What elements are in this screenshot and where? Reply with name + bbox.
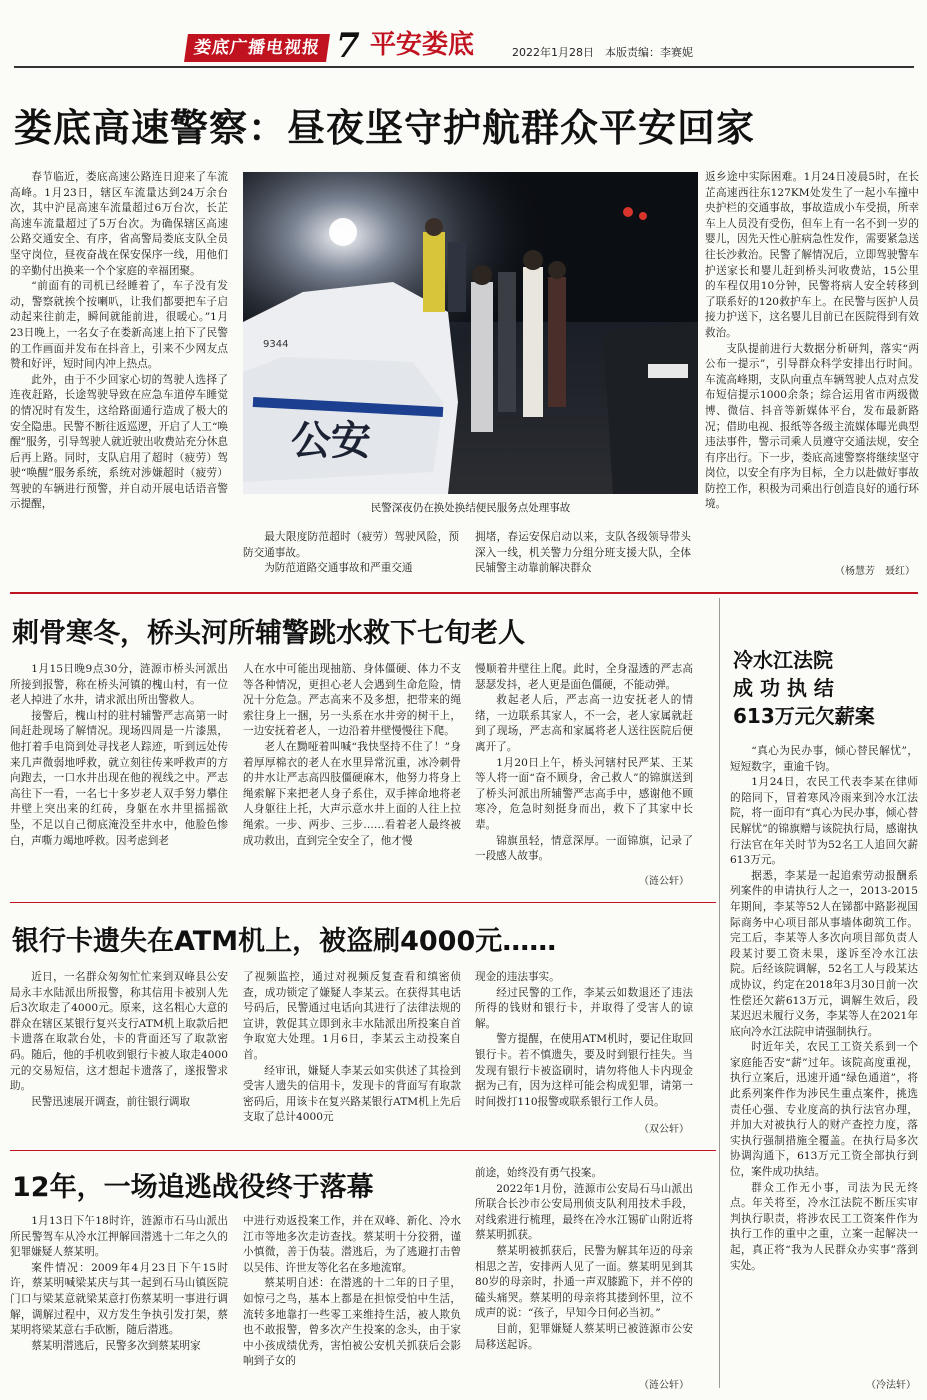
paragraph: 前途，始终没有勇气投案。 [475, 1167, 603, 1179]
article4-col2 [243, 1214, 461, 1392]
paragraph: 1月15日晚9点30分，涟源市桥头河派出所接到报警，称在桥头河镇的槐山村，有一位老人掉进了水井，请求派出所出警救人。 [10, 663, 228, 707]
paragraph: 支队提前进行大数据分析研判，落实“两公布一提示”，引导群众科学安排出行时间。车流高峰期，支队向重点车辆驾驶人点对点发布短信提示1000余条；综合运用省市两级微博、微信、抖音等新媒体平台，发布最新路况；借助电视、报纸等各级主流媒体曝光典型违法事件，警示司乘人员遵守交通法规，安全有序出行。下一步，娄底高速警察将继续坚守岗位，以安全有序为目标，全力以赴做好事故防控工作，积极为司乘出行创造良好的通行环境。 [705, 342, 919, 511]
newspaper-brand: 娄底广播电视报 [184, 34, 330, 62]
article2-col2 [243, 662, 461, 892]
paragraph: 了视频监控，通过对视频反复查看和缜密侦查，成功锁定了嫌疑人李某云。在获得其电话号码后，民警通过电话向其进行了法律法规的宣讲，敦促其立即到永丰水陆派出所投案自首争取宽大处理。1月6日，李某云主动投案自首。 [243, 971, 461, 1061]
section-rule [10, 1150, 716, 1151]
paragraph: 慢顺着井壁往上爬。此时，全身湿透的严志高瑟瑟发抖，老人更是面色僵硬，不能动弹。 [475, 663, 693, 691]
article2-headline: 刺骨寒冬，桥头河所辅警跳水救下七旬老人 [12, 618, 525, 649]
article1-col4 [705, 170, 919, 562]
police-car-text: 公安 [291, 418, 371, 464]
masthead-rule [14, 66, 914, 68]
article3-col2 [243, 970, 461, 1140]
paragraph: 案件情况：2009年4月23日下午15时许，蔡某明喊梁某庆与其一起到石马山镇医院门口与梁某意就梁某意打伤蔡某明一事进行调解，调解过程中，双方发生争执引发打架，蔡某明将梁某意右手砍断，随后潜逃。 [10, 1261, 228, 1337]
paragraph: 据悉，李某是一起追索劳动报酬系列案件的申请执行人之一，2013-2015年期间，李某等52人在锑都中路影视国际商务中心项目部从事墙体砌筑工作。完工后，李某等人多次向项目部负责人段某讨要工资未果，遂诉至冷水江法院。后经该院调解，52名工人与段某达成协议，约定在2018年3月30日前一次性偿还欠薪613万元，调解生效后，段某迟迟未履行义务，李某等人在2021年底向冷水江法院申请强制执行。 [730, 869, 918, 1038]
article2-byline: （涟公轩） [639, 876, 689, 887]
sidebar-body [730, 744, 918, 1374]
news-photo [243, 172, 698, 494]
sidebar-headline-line: 冷水江法院 [733, 648, 833, 672]
article4-col3 [475, 1166, 693, 1376]
paragraph: 1月13日下午18时许，涟源市石马山派出所民警驾车从冷水江押解回潜逃十二年之久的犯罪嫌疑人蔡某明。 [10, 1215, 228, 1259]
paragraph: 1月20日上午，桥头河辖村民严某、王某等人将一面“奋不顾身，舍己救人”的锦旗送到了桥头河派出所辅警严志高手中，感谢他不顾寒冷，危急时刻挺身而出，救下了其家中长辈。 [475, 756, 693, 831]
article1-col1 [10, 170, 228, 582]
section-rule [10, 902, 716, 903]
car-plate: 9344 [263, 339, 289, 350]
paragraph: 时近年关，农民工工资关系到一个家庭能否安“薪”过年。该院高度重视，执行立案后，迅速开通“绿色通道”，将此系列案件作为涉民生重点案件，挑选责任心强、专业度高的执行法官办理，并加大对被执行人的财产查控力度，落实执行强制措施全覆盖。在执行局多次协调沟通下，613万元工资全部执行到位，案件成功执结。 [730, 1041, 918, 1179]
section-title: 平安娄底 [370, 30, 475, 60]
paragraph: 接警后，槐山村的驻村辅警严志高第一时间赶赴现场了解情况。现场四周是一片漆黑，他打着手电筒到处寻找老人踪迹，听到远处传来几声微弱地呼救，就立刻往传来呼救声的方向跑去，一口水井出现在他的视线之中。严志高往下一看，一名七十多岁老人双手努力攀住井壁上突出来的红砖，身躯在水井里摇摇欲坠，不足以自己彻底淹没至井水中，他脸色惨白，声嘶力竭地呼救。因考虑到老 [10, 709, 228, 847]
paragraph: 经审讯，嫌疑人李某云如实供述了其捡到受害人遗失的信用卡，发现卡的背面写有取款密码后，用该卡在复兴路某银行ATM机上先后支取了总计4000元 [243, 1064, 461, 1124]
paragraph: 近日，一名群众匆匆忙忙来到双峰县公安局永丰水陆派出所报警，称其信用卡被别人先后3次取走了4000元。原来，这名粗心大意的群众在辖区某银行复兴支行ATM机上取款后把卡遗落在取款台处，卡的背面还写了取款密码。随后，他的手机收到银行卡被人取走4000元的交易短信，这才想起卡遗落了，遂报警求助。 [10, 971, 228, 1093]
paragraph: 此外，由于不少回家心切的驾驶人选择了连夜赶路，长途驾驶导致在应急车道停车睡觉的情况时有发生，这给路面通行造成了极大的安全隐患。民警不断往返巡逻，开启了人工“唤醒”服务，引导驾驶人就近驶出收费站充分休息后再上路。同时，支队启用了超时（疲劳）驾驶“唤醒”服务系统，系统对涉嫌超时（疲劳）驾驶的车辆进行预警，并自动开展电话语音警示提醒， [10, 373, 228, 511]
article3-col3 [475, 970, 693, 1122]
paragraph: 为防范道路交通事故和严重交通 [264, 562, 413, 575]
paragraph: 老人在黝哑着叫喊“我快坚持不住了！”身着厚厚棉衣的老人在水里异常沉重，冰冷刺骨的井水让严志高四肢僵硬麻木，他努力将身上绳索解下来把老人身子系住，双手摔命地将老人身躯往上托，大声示意水井上面的人往上拉绳索。一步、两步、三步……看着老人最终被成功救出，直到完全安全了，他才慢 [243, 740, 461, 847]
article1-col3 [475, 530, 691, 586]
paragraph: 蔡某明被抓获后，民警为解其年迈的母亲相思之苦，安排两人见了一面。蔡某明见到其80岁的母亲时，扑通一声双膝跪下，并不停的磕头痛哭。蔡某明的母亲将其搂到怀里，泣不成声的说：“孩子，早知今日何必当初。” [475, 1244, 693, 1320]
paragraph: “前面有的司机已经睡着了，车子没有发动，警察就挨个按喇叭，让我们都要把车子启动起来往前走，瞬间就能前进，很暖心。”1月23日晚上，一名女子在娄新高速上拍下了民警的工作画面并发布在抖音上，引来不少网友点赞和好评，短时间内冲上热点。 [10, 280, 228, 371]
police-night-scene-image [243, 172, 698, 494]
sidebar-headline-line: 成 功 执 结 [733, 676, 834, 700]
article4-headline: 12年，一场追逃战役终于落幕 [12, 1172, 374, 1203]
sidebar-byline: （冷法轩） [866, 1380, 916, 1391]
photo-caption: 民警深夜仍在换处换结便民服务点处理事故 [370, 502, 571, 514]
paragraph: 民警迅速展开调查，前往银行调取 [31, 1095, 191, 1108]
article1-byline: （杨慧芳 聂红） [835, 566, 915, 577]
article3-byline: （双公轩） [639, 1124, 689, 1135]
paragraph: 拥堵，春运安保启动以来，支队各级领导带头深入一线，机关警力分组分班支援大队，全体民辅警主动靠前解决群众 [475, 531, 691, 575]
paragraph: 2022年1月份，涟源市公安局石马山派出所联合长沙市公安局刑侦支队利用技术手段，对线索进行梳理，最终在冷水江锡矿山附近将蔡某明抓获。 [475, 1182, 693, 1242]
paragraph: 警方提醒，在使用ATM机时，要记住取回银行卡。若不慎遗失，要及时到银行挂失。当发现有银行卡被盗刷时，请勿将他人卡内现金据为己有，因为这样可能会构成犯罪，请第一时间拨打110报警或联系银行工作人员。 [475, 1033, 693, 1108]
paragraph: 人在水中可能出现抽筋、身体僵硬、体力不支等各种情况，更担心老人会遇到生命危险，情况十分危急。严志高来不及多想，把带来的绳索往身上一捆，另一头系在水井旁的树干上，一边安抚着老人，一边沿着井壁慢慢往下爬。 [243, 663, 461, 738]
article2-col1 [10, 662, 228, 892]
paragraph: 救起老人后，严志高一边安抚老人的情绪，一边联系其家人，不一会，老人家属就赶到了现场，严志高和家属将老人送往医院后便离开了。 [475, 694, 693, 753]
paragraph: 锦旗虽轻，情意深厚。一面锦旗，记录了一段感人故事。 [475, 834, 693, 863]
paragraph: 1月24日，农民工代表李某在律师的陪同下，冒着寒风冷雨来到冷水江法院，将一面印有“真心为民办事，倾心替民解忧”的锦旗赠与该院执行局，感谢执行法官在年关时节为52名工人追回欠薪613万元。 [730, 776, 918, 867]
article3-headline: 银行卡遗失在ATM机上，被盗刷4000元…… [12, 926, 557, 957]
article1-headline: 娄底高速警察：昼夜坚守护航群众平安回家 [14, 106, 756, 150]
article3-col1 [10, 970, 228, 1140]
paragraph: 目前，犯罪嫌疑人蔡某明已被涟源市公安局移送起诉。 [475, 1322, 693, 1351]
paragraph: 现金的违法事实。 [475, 971, 560, 983]
paragraph: 最大限度防范超时（疲劳）驾驶风险，预防交通事故。 [243, 531, 459, 559]
paragraph: 春节临近，娄底高速公路连日迎来了车流高峰。1月23日，辖区车流量达到24万余台次，其中沪昆高速车流量超过6万台次，长芷高速车流量超过了5万台次。为确保辖区高速公路交通安全、有序，省高警局娄底支队全员坚守岗位，昼夜奋战在保安保序一线，用他们的辛勤付出换来一个个家庭的幸福团聚。 [10, 171, 228, 277]
sidebar-headline-line: 613万元欠薪案 [733, 704, 875, 728]
paragraph: 经过民警的工作，李某云如数退还了违法所得的钱财和银行卡，并取得了受害人的谅解。 [475, 986, 693, 1030]
sidebar-divider [719, 598, 720, 1388]
article1-col2 [243, 530, 459, 586]
article4-col1 [10, 1214, 228, 1392]
paragraph: “真心为民办事，倾心替民解忧”，短短数字，重逾千钧。 [730, 745, 918, 773]
paragraph: 蔡某明潜逃后，民警多次到蔡某明家 [31, 1339, 201, 1352]
date-editor-info: 2022年1月28日 本版责编：李赛妮 [512, 46, 693, 59]
article2-col3 [475, 662, 693, 874]
sidebar-headline [733, 646, 908, 730]
page-number: 7 [336, 26, 360, 66]
paragraph: 返乡途中实际困难。1月24日凌晨5时，在长芷高速西往东127KM处发生了一起小车撞中央护栏的交通事故，事故造成小车受损，所幸车上人员没有受伤，但车上有一名不到一岁的婴儿，因先天性心脏病急性发作，需要紧急送往长沙救治。民警了解情况后，立即驾驶警车护送家长和婴儿赶到桥头河收费站，15公里的车程仅用10分钟，民警将病人安全转移到了联系好的120救护车上。在民警与医护人员接力护送下，这名婴儿目前已在医院得到有效救治。 [705, 171, 919, 339]
section-rule [10, 592, 918, 594]
paragraph: 蔡某明自述：在潜逃的十二年的日子里，如惊弓之鸟，基本上都是在担惊受怕中生活，流转多地靠打一些零工来维持生活，被人欺负也不敢报警，曾多次产生投案的念头，由于家中小孩成绩优秀，害怕被公安机关抓获后会影响到子女的 [243, 1277, 461, 1368]
article4-byline: （涟公轩） [639, 1380, 689, 1391]
paragraph: 中进行劝返投案工作，并在双峰、新化、冷水江市等地多次走访查找。蔡某明十分狡猾，谨小慎微，善于伪装。潜逃后，为了逃避打击曾以吴伟、许世友等化名在多地流窜。 [243, 1215, 461, 1274]
paragraph: 群众工作无小事，司法为民无终点。年关将至，冷水江法院不断压实审判执行职责，将涉农民工工资案件作为执行工作的重中之重，立案一起解决一起，真正将“我为人民群众办实事”落到实处。 [730, 1181, 918, 1272]
